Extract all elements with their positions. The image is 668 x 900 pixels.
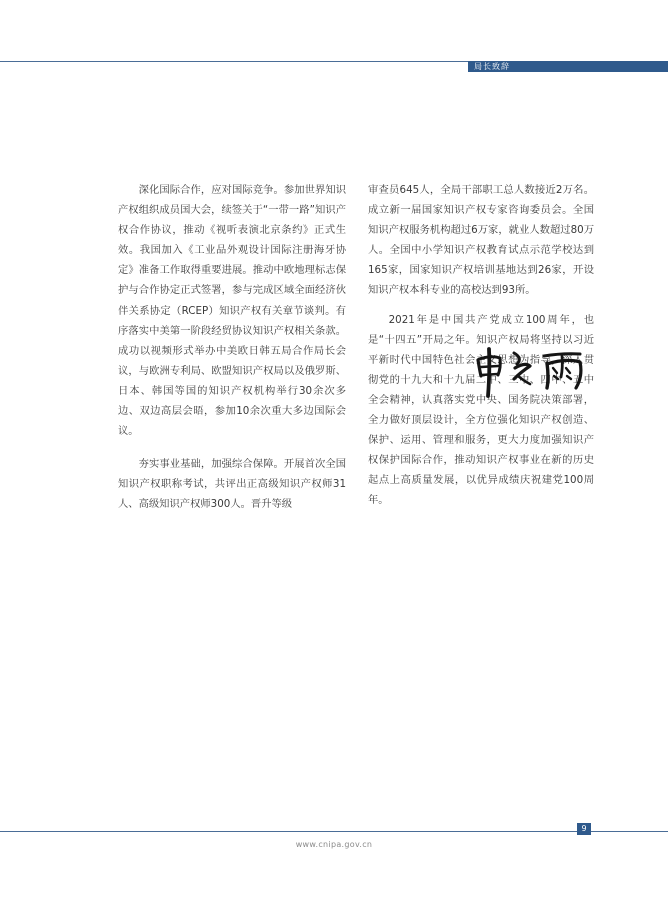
paragraph-outlook-2021: 2021年是中国共产党成立100周年，也是“十四五”开局之年。知识产权局将坚持以习近平新时代中国特色社会主义思想为指导，深入贯彻党的十九大和十九届二中、三中、四中、五中全会精神，认真落实党中央、国务院决策部署，全力做好顶层设计，全方位强化知识产权创造、保护、运用、管理和服务，更大力度加强知识产权保护国际合作，推动知识产权事业在新的历史起点上高质量发展，以优异成绩庆祝建党100周年。: [368, 313, 594, 507]
footer-rule: [0, 831, 668, 832]
paragraph-continuation: 审查员645人，全局干部职工总人数接近2万名。成立新一届国家知识产权专家咨询委员会。全国知识产权服务机构超过6万家，就业人数超过80万人。全国中小学知识产权教育试点示范学校达到165家，国家知识产权培训基地达到26家，开设知识产权本科专业的高校达到93所。: [368, 184, 594, 297]
page-number: 9: [577, 823, 591, 835]
handwritten-signature: [470, 346, 590, 398]
paragraph-foundation: 夯实事业基础，加强综合保障。开展首次全国知识产权职称考试，共评出正高级知识产权师31人、高级知识产权师300人。晋升等级: [118, 458, 346, 511]
left-column: [118, 180, 346, 528]
paragraph-international-cooperation: 深化国际合作，应对国际竞争。参加世界知识产权组织成员国大会，续签关于“一带一路”知识产权合作协议，推动《视听表演北京条约》正式生效。我国加入《工业品外观设计国际注册海牙协定》准备工作取得重要进展。推动中欧地理标志保护与合作协定正式签署，参与完成区域全面经济伙伴关系协定（RCEP）知识产权有关章节谈判。有序落实中美第一阶段经贸协议知识产权相关条款。成功以视频形式举办中美欧日韩五局合作局长会议，与欧洲专利局、欧盟知识产权局以及俄罗斯、日本、韩国等国的知识产权机构举行30余次多边、双边高层会晤，参加10余次重大多边国际会议。: [118, 184, 346, 438]
footer-url: www.cnipa.gov.cn: [295, 840, 373, 849]
signature-strokes: [470, 346, 590, 398]
section-label: 局长致辞: [468, 61, 668, 72]
